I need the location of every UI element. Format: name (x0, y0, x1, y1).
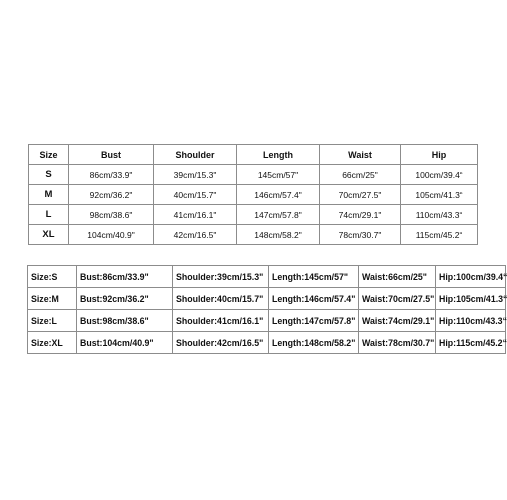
table-cell: Bust:98cm/38.6" (77, 310, 173, 332)
table-cell: Waist:70cm/27.5" (359, 288, 436, 310)
table-cell: Hip:110cm/43.3“ (436, 310, 506, 332)
size-chart-labeled-table (27, 265, 506, 354)
header-cell-waist: Waist (320, 145, 401, 165)
table-cell: 105cm/41.3“ (401, 185, 478, 205)
table-cell: M (29, 185, 69, 205)
table-row (29, 165, 478, 185)
table-cell: Size:S (28, 266, 77, 288)
table-row (28, 288, 506, 310)
table-row (28, 266, 506, 288)
table-cell: 70cm/27.5" (320, 185, 401, 205)
table-cell: Length:147cm/57.8" (269, 310, 359, 332)
table-cell: Shoulder:40cm/15.7" (173, 288, 269, 310)
table-cell: Size:M (28, 288, 77, 310)
table-cell: 39cm/15.3" (154, 165, 237, 185)
table-cell: Shoulder:39cm/15.3" (173, 266, 269, 288)
table-cell: 145cm/57" (237, 165, 320, 185)
table-cell: Length:148cm/58.2" (269, 332, 359, 354)
table-cell: Waist:78cm/30.7" (359, 332, 436, 354)
header-cell-length: Length (237, 145, 320, 165)
table-cell: 66cm/25" (320, 165, 401, 185)
table-cell: Shoulder:42cm/16.5" (173, 332, 269, 354)
table-cell: 110cm/43.3“ (401, 205, 478, 225)
table-cell: Length:146cm/57.4" (269, 288, 359, 310)
header-cell-size: Size (29, 145, 69, 165)
table-cell: Hip:105cm/41.3“ (436, 288, 506, 310)
table-row (29, 205, 478, 225)
table-cell: S (29, 165, 69, 185)
size-chart-table (28, 144, 478, 245)
table-header-row (29, 145, 478, 165)
table-cell: 100cm/39.4“ (401, 165, 478, 185)
table-cell: Size:XL (28, 332, 77, 354)
table-cell: Size:L (28, 310, 77, 332)
table-cell: 42cm/16.5" (154, 225, 237, 245)
table-cell: Shoulder:41cm/16.1" (173, 310, 269, 332)
table-cell: 86cm/33.9" (69, 165, 154, 185)
table-cell: 74cm/29.1" (320, 205, 401, 225)
table-row (28, 310, 506, 332)
table-row (28, 332, 506, 354)
table-cell: Waist:74cm/29.1" (359, 310, 436, 332)
header-cell-hip: Hip (401, 145, 478, 165)
table-cell: 148cm/58.2" (237, 225, 320, 245)
table-cell: Waist:66cm/25" (359, 266, 436, 288)
table-cell: L (29, 205, 69, 225)
table-row (29, 225, 478, 245)
table-row (29, 185, 478, 205)
table-cell: 40cm/15.7" (154, 185, 237, 205)
table-cell: Hip:100cm/39.4“ (436, 266, 506, 288)
table-cell: XL (29, 225, 69, 245)
table-cell: Bust:104cm/40.9" (77, 332, 173, 354)
table-cell: 92cm/36.2" (69, 185, 154, 205)
table-cell: 98cm/38.6" (69, 205, 154, 225)
table-cell: 146cm/57.4" (237, 185, 320, 205)
table-cell: 41cm/16.1" (154, 205, 237, 225)
table-cell: 104cm/40.9" (69, 225, 154, 245)
table-cell: Bust:92cm/36.2" (77, 288, 173, 310)
table-cell: 78cm/30.7" (320, 225, 401, 245)
table-cell: 147cm/57.8" (237, 205, 320, 225)
table-cell: 115cm/45.2“ (401, 225, 478, 245)
table-cell: Length:145cm/57" (269, 266, 359, 288)
table-cell: Bust:86cm/33.9" (77, 266, 173, 288)
header-cell-shoulder: Shoulder (154, 145, 237, 165)
header-cell-bust: Bust (69, 145, 154, 165)
table-cell: Hip:115cm/45.2“ (436, 332, 506, 354)
